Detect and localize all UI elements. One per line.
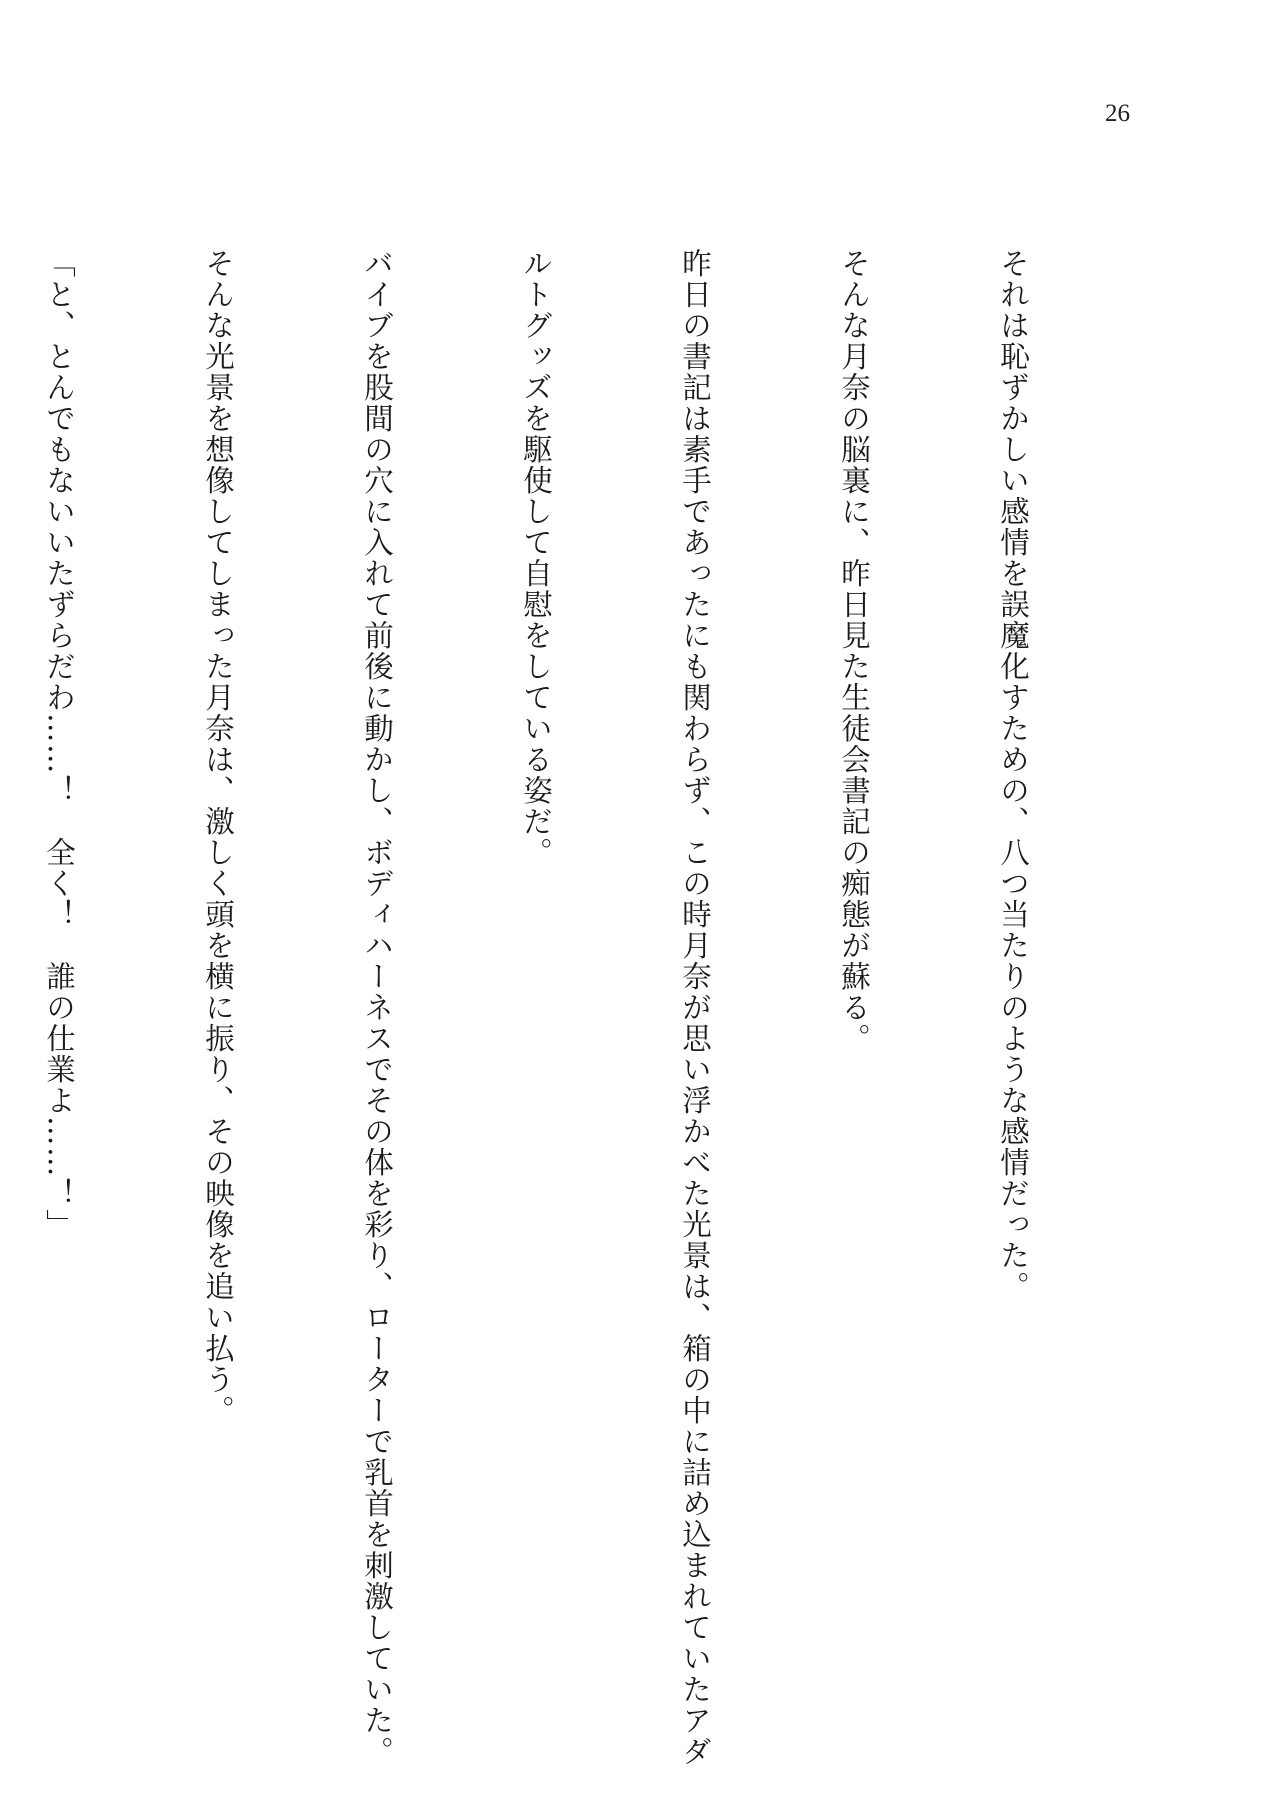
text-line: そんな光景を想像してしまった月奈は、激しく頭を横に振り、その映像を追い払う。 (201, 248, 235, 1426)
text-line: 昨日の書記は素手であったにも関わらず、この時月奈が思い浮かべた光景は、箱の中に詰め込まれていたアダ (678, 248, 712, 1767)
text-line: ルトグッズを駆使して自慰をしている姿だ。 (519, 248, 553, 868)
text-line: そんな月奈の脳裏に、昨日見た生徒会書記の痴態が蘇る。 (837, 248, 871, 1054)
text-line: バイブを股間の穴に入れて前後に動かし、ボディハーネスでその体を彩り、ローターで乳首を刺激していた。 (360, 248, 394, 1767)
text-line: それは恥ずかしい感情を誤魔化すための、八つ当たりのような感情だった。 (996, 248, 1030, 1302)
text-line: 「と、とんでもないいたずらだわ……！ 全く！ 誰の仕業よ……！」 (42, 248, 76, 1240)
page-number: 26 (1105, 100, 1130, 127)
body-text (0, 248, 1145, 1767)
